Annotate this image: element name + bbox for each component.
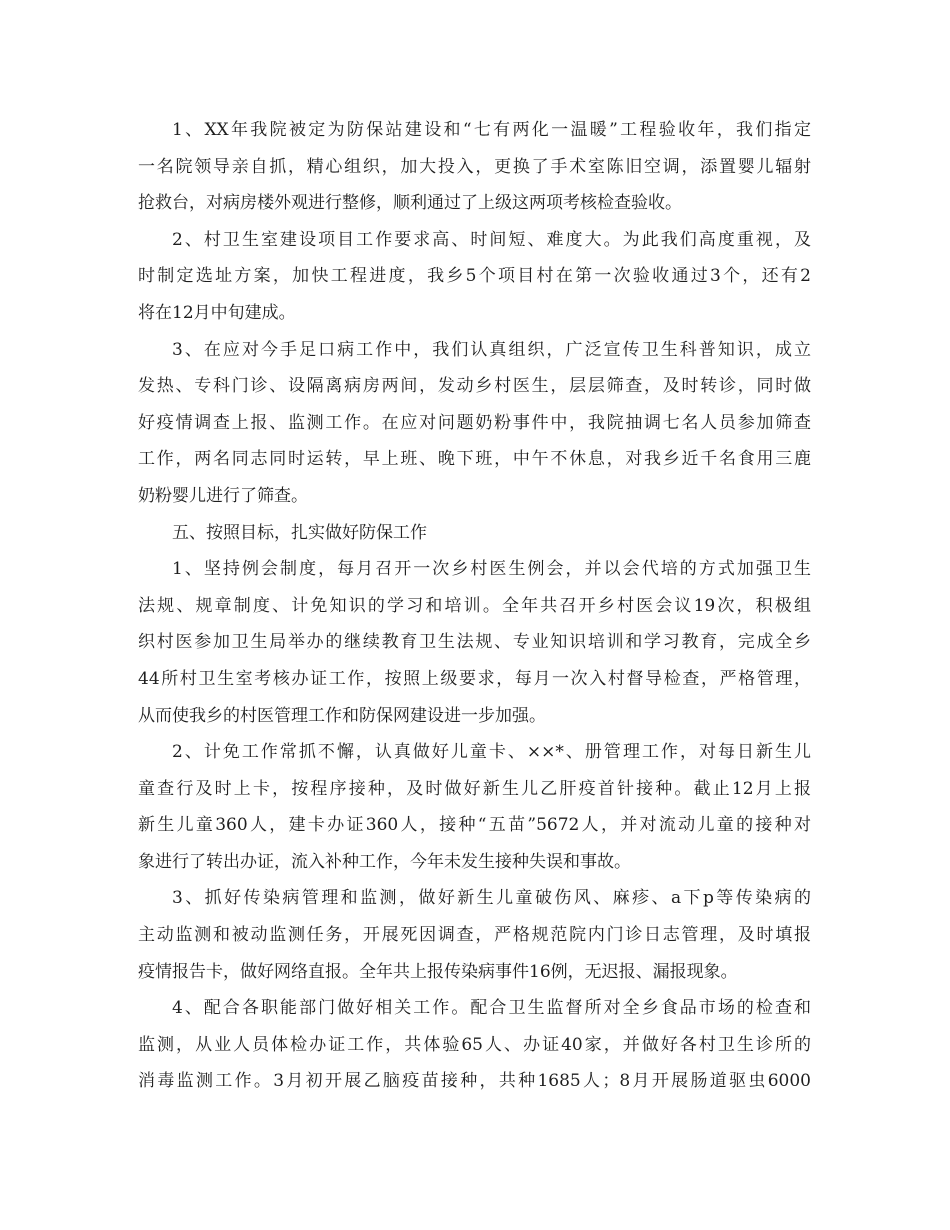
text-line: 3、在应对今手足口病工作中，我们认真组织，广泛宣传卫生科普知识，成立	[172, 339, 811, 360]
paragraph	[138, 112, 811, 222]
text-line: 4、配合各职能部门做好相关工作。配合卫生监督所对全乡食品市场的检查和	[172, 998, 811, 1019]
text-line: 新生儿童360人，建卡办证360人，接种“五苗”5672人，并对流动儿童的接种对	[138, 815, 811, 836]
text-line: 奶粉婴儿进行了筛查。	[138, 485, 308, 506]
text-line: 1、XX年我院被定为防保站建设和“七有两化一温暖”工程验收年，我们指定	[172, 120, 811, 140]
text-line: 童查行及时上卡，按程序接种，及时做好新生儿乙肝疫首针接种。截止12月上报	[138, 778, 811, 799]
text-line: 2、村卫生室建设项目工作要求高、时间短、难度大。为此我们高度重视，及	[172, 229, 811, 250]
text-line: 象进行了转出办证，流入补种工作，今年未发生接种失误和事故。	[138, 851, 631, 872]
paragraph	[138, 332, 811, 515]
paragraph	[138, 734, 811, 880]
text-line: 2、计免工作常抓不懈，认真做好儿童卡、××*、册管理工作，对每日新生儿	[172, 742, 811, 763]
text-line: 1、坚持例会制度，每月召开一次乡村医生例会，并以会代培的方式加强卫生	[172, 559, 811, 580]
text-line: 监测，从业人员体检办证工作，共体验65人、办证40家，并做好各村卫生诊所的	[138, 1034, 811, 1055]
section-heading	[138, 515, 811, 552]
text-line: 从而使我乡的村医管理工作和防保网建设进一步加强。	[138, 705, 546, 726]
paragraph	[138, 222, 811, 332]
text-line: 一名院领导亲自抓，精心组织，加大投入，更换了手术室陈旧空调，添置婴儿辐射	[138, 156, 811, 177]
text-line: 时制定选址方案，加快工程进度，我乡5个项目村在第一次验收通过3个，还有2	[138, 266, 811, 287]
paragraph	[138, 990, 811, 1100]
paragraph	[138, 551, 811, 734]
document-body	[138, 112, 811, 1100]
text-line: 五、按照目标，扎实做好防保工作	[172, 522, 427, 543]
text-line: 疫情报告卡，做好网络直报。全年共上报传染病事件16例，无迟报、漏报现象。	[138, 961, 738, 982]
text-line: 3、抓好传染病管理和监测，做好新生儿童破伤风、麻疹、a下p等传染病的	[172, 888, 811, 909]
text-line: 好疫情调查上报、监测工作。在应对问题奶粉事件中，我院抽调七名人员参加筛查	[138, 412, 811, 433]
text-line: 工作，两名同志同时运转，早上班、晚下班，中午不休息，对我乡近千名食用三鹿	[138, 449, 811, 470]
text-line: 消毒监测工作。3月初开展乙脑疫苗接种，共种1685人；8月开展肠道驱虫6000	[138, 1071, 811, 1092]
text-line: 发热、专科门诊、设隔离病房两间，发动乡村医生，层层筛查，及时转诊，同时做	[138, 376, 811, 397]
text-line: 主动监测和被动监测任务，开展死因调查，严格规范院内门诊日志管理，及时填报	[138, 925, 811, 946]
paragraph	[138, 880, 811, 990]
text-line: 44所村卫生室考核办证工作，按照上级要求，每月一次入村督导检查，严格管理，	[138, 668, 811, 689]
text-line: 法规、规章制度、计免知识的学习和培训。全年共召开乡村医会议19次，积极组	[138, 595, 811, 616]
text-line: 抢救台，对病房楼外观进行整修，顺利通过了上级这两项考核检查验收。	[138, 193, 682, 214]
text-line: 将在12月中旬建成。	[138, 302, 296, 323]
text-line: 织村医参加卫生局举办的继续教育卫生法规、专业知识培训和学习教育，完成全乡	[138, 632, 811, 653]
